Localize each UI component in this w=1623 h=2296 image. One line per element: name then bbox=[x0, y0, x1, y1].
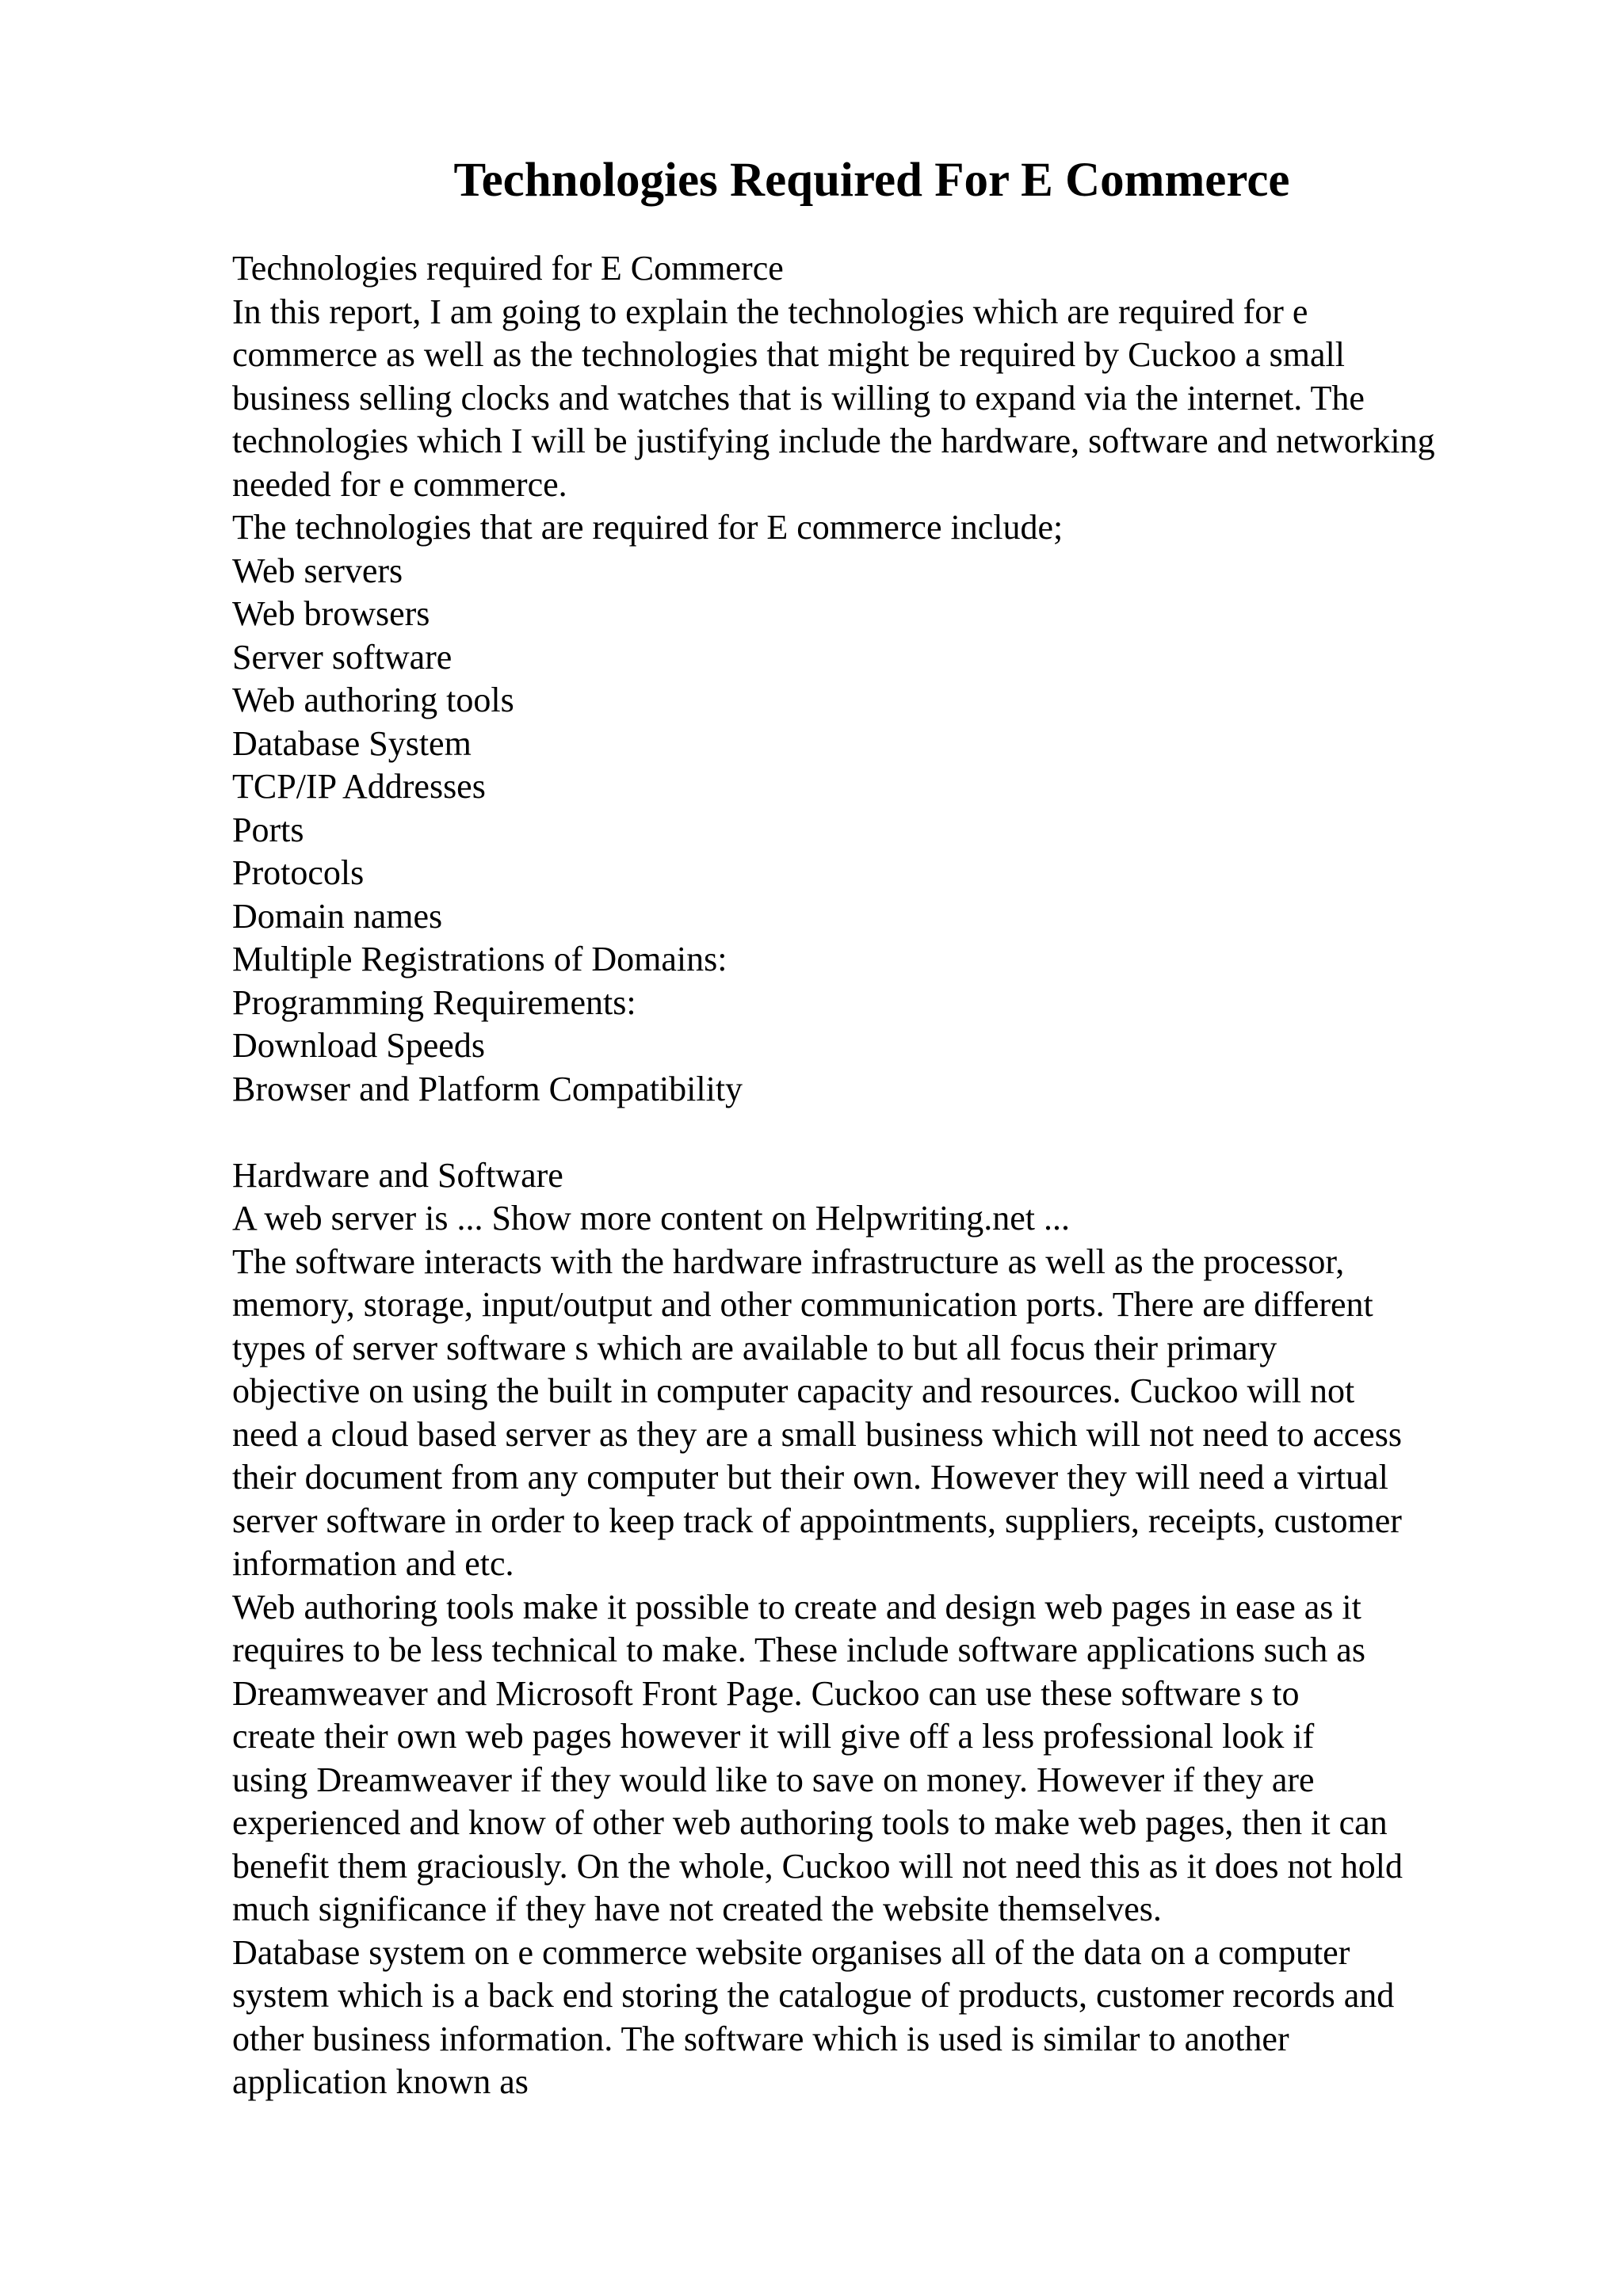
intro-line: The technologies that are required for E commerce include; bbox=[232, 508, 1064, 547]
technology-list-item: Database System bbox=[232, 723, 472, 763]
body-line: information and etc. bbox=[232, 1544, 514, 1583]
document-body bbox=[232, 247, 1595, 2104]
document-title: Technologies Required For E Commerce bbox=[453, 154, 1290, 207]
technology-list-item: Download Speeds bbox=[232, 1026, 485, 1065]
intro-line: Technologies required for E Commerce bbox=[232, 249, 784, 288]
technology-list-item: Programming Requirements: bbox=[232, 982, 636, 1022]
technology-list-item: TCP/IP Addresses bbox=[232, 767, 486, 806]
body-line: Web authoring tools make it possible to create and design web pages in ease as it bbox=[232, 1587, 1361, 1627]
body-line: other business information. The software which is used is similar to another bbox=[232, 2019, 1289, 2058]
technology-list-item: Domain names bbox=[232, 896, 443, 936]
body-line: create their own web pages however it will give off a less professional look if bbox=[232, 1717, 1315, 1756]
section-heading: Hardware and Software bbox=[232, 1155, 563, 1195]
body-line: memory, storage, input/output and other communication ports. There are different bbox=[232, 1285, 1373, 1324]
paragraph-gap bbox=[232, 1111, 1595, 1154]
body-line: experienced and know of other web authoring tools to make web pages, then it can bbox=[232, 1803, 1388, 1842]
body-line: Database system on e commerce website organises all of the data on a computer bbox=[232, 1932, 1350, 1972]
body-line: benefit them graciously. On the whole, Cuckoo will not need this as it does not hold bbox=[232, 1846, 1403, 1886]
body-line: using Dreamweaver if they would like to save on money. However if they are bbox=[232, 1760, 1315, 1799]
body-line: their document from any computer but their own. However they will need a virtual bbox=[232, 1458, 1388, 1497]
body-line: Dreamweaver and Microsoft Front Page. Cuckoo can use these software s to bbox=[232, 1673, 1300, 1713]
body-line: The software interacts with the hardware infrastructure as well as the processor, bbox=[232, 1241, 1345, 1281]
technology-list-item: Server software bbox=[232, 637, 453, 677]
body-line: server software in order to keep track of appointments, suppliers, receipts, customer bbox=[232, 1501, 1402, 1540]
technology-list-item: Ports bbox=[232, 810, 304, 849]
technology-list-item: Multiple Registrations of Domains: bbox=[232, 940, 727, 978]
body-line: requires to be less technical to make. These include software applications such as bbox=[232, 1630, 1365, 1669]
technology-list-item: Web authoring tools bbox=[232, 681, 514, 719]
intro-line: commerce as well as the technologies that might be required by Cuckoo a small bbox=[232, 335, 1345, 374]
body-line: application known as bbox=[232, 2062, 529, 2101]
show-more-line: A web server is ... Show more content on Helpwriting.net ... bbox=[232, 1199, 1071, 1238]
body-line: much significance if they have not created the website themselves. bbox=[232, 1890, 1162, 1928]
technology-list-item: Web browsers bbox=[232, 594, 430, 633]
intro-line: In this report, I am going to explain the technologies which are required for e bbox=[232, 292, 1308, 331]
technology-list-item: Web servers bbox=[232, 551, 403, 590]
body-line: objective on using the built in computer capacity and resources. Cuckoo will not bbox=[232, 1371, 1355, 1410]
body-line: system which is a back end storing the catalogue of products, customer records and bbox=[232, 1976, 1395, 2015]
intro-line: needed for e commerce. bbox=[232, 464, 567, 504]
technology-list-item: Protocols bbox=[232, 853, 365, 892]
technology-list-item: Browser and Platform Compatibility bbox=[232, 1069, 743, 1108]
body-line: need a cloud based server as they are a small business which will not need to access bbox=[232, 1414, 1402, 1454]
intro-line: technologies which I will be justifying include the hardware, software and networking bbox=[232, 421, 1435, 460]
intro-line: business selling clocks and watches that is willing to expand via the internet. The bbox=[232, 378, 1365, 418]
body-line: types of server software s which are available to but all focus their primary bbox=[232, 1328, 1277, 1367]
